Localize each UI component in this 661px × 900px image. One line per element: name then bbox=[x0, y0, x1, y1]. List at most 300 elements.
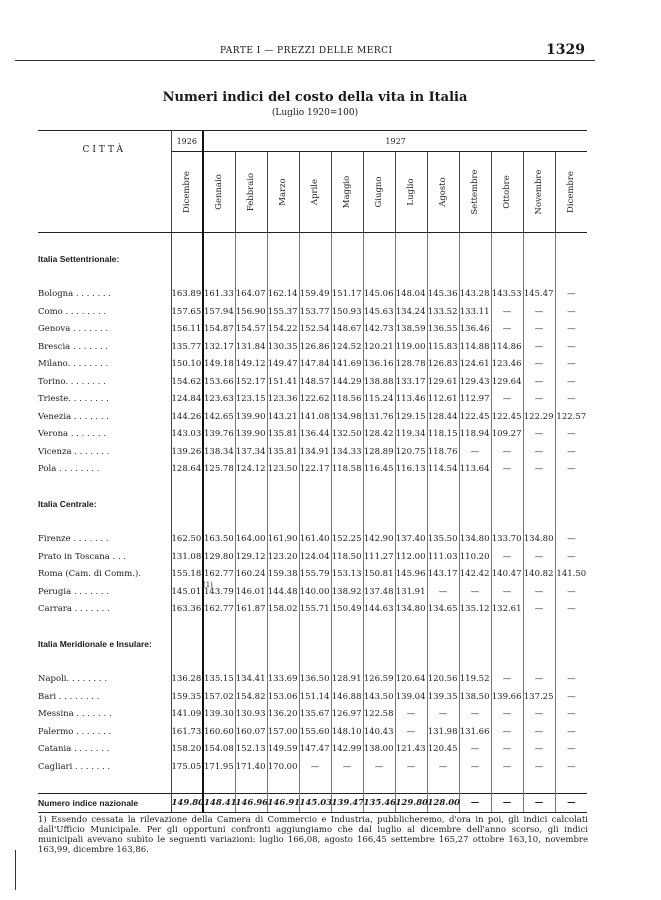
table-cell: 150.10 bbox=[171, 356, 203, 374]
table-cell: — bbox=[567, 446, 576, 457]
table-cell: 159.35 bbox=[171, 688, 203, 706]
table-cell: 140.00 bbox=[299, 583, 331, 601]
table-cell: 146.01 bbox=[235, 583, 267, 601]
table-cell: — bbox=[567, 376, 576, 387]
table-cell: 155.71 bbox=[299, 601, 331, 619]
table-cell: — bbox=[459, 794, 491, 813]
table-cell: 137.25 bbox=[523, 688, 555, 706]
table-cell: 123.50 bbox=[267, 461, 299, 479]
table-cell: 144.63 bbox=[363, 601, 395, 619]
table-cell: 164.07 bbox=[235, 286, 267, 304]
national-index-label: Numero indice nazionale bbox=[38, 794, 171, 813]
table-cell: 135.81 bbox=[267, 443, 299, 461]
table-cell: 154.08 bbox=[203, 741, 235, 759]
table-cell: — bbox=[491, 758, 523, 776]
table-cell: — bbox=[567, 674, 576, 685]
table-cell: 149.47 bbox=[267, 356, 299, 374]
table-cell: 123.36 bbox=[267, 391, 299, 409]
table-cell: — bbox=[491, 794, 523, 813]
table-cell: 131.76 bbox=[363, 408, 395, 426]
table-cell: 135.12 bbox=[459, 601, 491, 619]
table-cell: 143.79 bbox=[203, 583, 235, 601]
city-name: Cagliari . . . . . . . bbox=[38, 758, 171, 776]
table-cell: 156.11 bbox=[171, 321, 203, 339]
table-cell: 134.33 bbox=[331, 443, 363, 461]
table-row bbox=[38, 706, 587, 724]
table-cell: 133.70 bbox=[491, 531, 523, 549]
table-cell: 146.91 bbox=[267, 794, 299, 813]
table-cell: — bbox=[567, 341, 576, 352]
table-cell: — bbox=[331, 758, 363, 776]
table-cell: — bbox=[555, 794, 587, 813]
table-row bbox=[38, 601, 587, 619]
table-cell: 161.73 bbox=[171, 723, 203, 741]
table-cell: 122.57 bbox=[556, 411, 587, 422]
table-cell: 128.91 bbox=[331, 671, 363, 689]
table-row bbox=[38, 321, 587, 339]
table-row bbox=[38, 758, 587, 776]
table-cell: 144.26 bbox=[171, 408, 203, 426]
table-cell: 109.27 bbox=[491, 426, 523, 444]
table-cell: 131.98 bbox=[427, 723, 459, 741]
table-cell: 113.46 bbox=[395, 391, 427, 409]
table-cell: 132.50 bbox=[331, 426, 363, 444]
month-header: Febbraio bbox=[235, 152, 267, 233]
table-cell: — bbox=[523, 303, 555, 321]
table-cell: 161.40 bbox=[299, 531, 331, 549]
city-name: Genova . . . . . . . bbox=[38, 321, 171, 339]
month-header: Gennaio bbox=[203, 152, 235, 233]
table-cell: 120.56 bbox=[427, 671, 459, 689]
table-cell: 171.95 bbox=[203, 758, 235, 776]
table-cell: 143.17 bbox=[427, 566, 459, 584]
national-index-row bbox=[38, 794, 587, 813]
table-cell: — bbox=[459, 741, 491, 759]
table-cell: 163.36 bbox=[171, 601, 203, 619]
footnote-marker: (1) bbox=[203, 581, 213, 589]
table-cell: — bbox=[567, 464, 576, 475]
table-cell: 122.62 bbox=[299, 391, 331, 409]
table-cell: 143.21 bbox=[267, 408, 299, 426]
table-cell: 145.36 bbox=[427, 286, 459, 304]
table-cell: 135.81 bbox=[267, 426, 299, 444]
table-cell: 112.61 bbox=[427, 391, 459, 409]
table-cell: 115.24 bbox=[363, 391, 395, 409]
table-cell: 150.49 bbox=[331, 601, 363, 619]
month-header: Luglio bbox=[395, 152, 427, 233]
table-subtitle: (Luglio 1920=100) bbox=[271, 108, 359, 118]
table-cell: — bbox=[395, 758, 427, 776]
table-cell: 139.26 bbox=[171, 443, 203, 461]
table-cell: 157.02 bbox=[203, 688, 235, 706]
table-cell: 139.76 bbox=[203, 426, 235, 444]
table-cell: — bbox=[567, 744, 576, 755]
table-row bbox=[38, 723, 587, 741]
table-cell: 128.89 bbox=[363, 443, 395, 461]
table-cell: — bbox=[523, 723, 555, 741]
table-cell: — bbox=[395, 723, 427, 741]
table-cell: 136.20 bbox=[267, 706, 299, 724]
table-cell: 123.20 bbox=[267, 548, 299, 566]
table-cell: 138.50 bbox=[459, 688, 491, 706]
table-cell: 149.12 bbox=[235, 356, 267, 374]
table-cell: 129.80 bbox=[203, 548, 235, 566]
table-cell: 134.80 bbox=[395, 601, 427, 619]
table-cell: 148.04 bbox=[395, 286, 427, 304]
table-cell: 147.47 bbox=[299, 741, 331, 759]
table-cell: 131.84 bbox=[235, 338, 267, 356]
table-cell: 136.46 bbox=[459, 321, 491, 339]
table-body bbox=[38, 233, 587, 813]
table-cell: 154.62 bbox=[171, 373, 203, 391]
table-row bbox=[38, 583, 587, 601]
table-cell: 113.64 bbox=[459, 461, 491, 479]
table-cell: 132.61 bbox=[491, 601, 523, 619]
month-header: Aprile bbox=[299, 152, 331, 233]
table-cell: — bbox=[459, 758, 491, 776]
table-cell: 149.80 bbox=[171, 794, 203, 813]
table-cell: 133.11 bbox=[459, 303, 491, 321]
table-cell: — bbox=[299, 758, 331, 776]
table-cell: 122.17 bbox=[299, 461, 331, 479]
table-cell: 129.64 bbox=[491, 373, 523, 391]
table-cell: — bbox=[523, 548, 555, 566]
table-cell: 157.94 bbox=[203, 303, 235, 321]
table-cell: 153.06 bbox=[267, 688, 299, 706]
month-header: Settembre bbox=[459, 152, 491, 233]
month-header: Giugno bbox=[363, 152, 395, 233]
table-cell: 135.77 bbox=[171, 338, 203, 356]
table-cell: 123.15 bbox=[235, 391, 267, 409]
city-name: Bari . . . . . . . . bbox=[38, 688, 171, 706]
table-cell: 114.88 bbox=[459, 338, 491, 356]
table-cell: 154.22 bbox=[267, 321, 299, 339]
table-cell: 138.92 bbox=[331, 583, 363, 601]
table-cell: — bbox=[491, 583, 523, 601]
table-cell: 112.00 bbox=[395, 548, 427, 566]
table-row bbox=[38, 531, 587, 549]
table-cell: 111.03 bbox=[427, 548, 459, 566]
table-cell: — bbox=[567, 289, 576, 300]
table-cell: 171.40 bbox=[235, 758, 267, 776]
table-cell: 118.76 bbox=[427, 443, 459, 461]
table-cell: 148.57 bbox=[299, 373, 331, 391]
table-cell: — bbox=[523, 706, 555, 724]
table-cell: 154.57 bbox=[235, 321, 267, 339]
table-cell: 161.33 bbox=[203, 286, 235, 304]
table-cell: 152.25 bbox=[331, 531, 363, 549]
city-name: Verona . . . . . . . bbox=[38, 426, 171, 444]
table-cell: 158.02 bbox=[267, 601, 299, 619]
table-row bbox=[38, 356, 587, 374]
table-cell: 128.78 bbox=[395, 356, 427, 374]
table-cell: 160.07 bbox=[235, 723, 267, 741]
city-name: Trieste. . . . . . . . bbox=[38, 391, 171, 409]
city-name: Como . . . . . . . . bbox=[38, 303, 171, 321]
city-name: Catania . . . . . . . bbox=[38, 741, 171, 759]
table-cell: 139.90 bbox=[235, 408, 267, 426]
table-cell: 122.45 bbox=[491, 408, 523, 426]
table-cell: 148.10 bbox=[331, 723, 363, 741]
table-cell: 130.35 bbox=[267, 338, 299, 356]
table-cell: 162.50 bbox=[171, 531, 203, 549]
table-cell: 151.41 bbox=[267, 373, 299, 391]
table-cell: 139.35 bbox=[427, 688, 459, 706]
city-name: Vicenza . . . . . . . bbox=[38, 443, 171, 461]
table-cell: 153.66 bbox=[203, 373, 235, 391]
table-cell: 151.14 bbox=[299, 688, 331, 706]
table-cell: 144.48 bbox=[267, 583, 299, 601]
table-cell: 142.42 bbox=[459, 566, 491, 584]
table-cell: 143.28 bbox=[459, 286, 491, 304]
table-cell: 143.03 bbox=[171, 426, 203, 444]
table-row bbox=[38, 338, 587, 356]
table-cell: 146.96 bbox=[235, 794, 267, 813]
table-cell: 130.93 bbox=[235, 706, 267, 724]
table-cell: 143.50 bbox=[363, 688, 395, 706]
table-cell: — bbox=[363, 758, 395, 776]
table-cell: — bbox=[567, 359, 576, 370]
table-row bbox=[38, 391, 587, 409]
table-cell: 115.83 bbox=[427, 338, 459, 356]
table-cell: 154.82 bbox=[235, 688, 267, 706]
table-cell: 123.63 bbox=[203, 391, 235, 409]
table-cell: 161.87 bbox=[235, 601, 267, 619]
table-cell: — bbox=[523, 356, 555, 374]
table-cell: 160.60 bbox=[203, 723, 235, 741]
city-name: Torino. . . . . . . . bbox=[38, 373, 171, 391]
table-cell: 152.13 bbox=[235, 741, 267, 759]
table-cell: 140.47 bbox=[491, 566, 523, 584]
table-cell: — bbox=[459, 583, 491, 601]
city-name: Milano. . . . . . . . bbox=[38, 356, 171, 374]
table-cell: 112.97 bbox=[459, 391, 491, 409]
table-cell: 120.45 bbox=[427, 741, 459, 759]
table-cell: — bbox=[427, 706, 459, 724]
table-cell: 157.65 bbox=[171, 303, 203, 321]
table-cell: — bbox=[427, 583, 459, 601]
table-cell: 118.50 bbox=[331, 548, 363, 566]
table-cell: 134.80 bbox=[523, 531, 555, 549]
table-cell: 129.61 bbox=[427, 373, 459, 391]
table-cell: 162.77 bbox=[203, 566, 235, 584]
table-cell: 141.09 bbox=[171, 706, 203, 724]
table-cell: 110.20 bbox=[459, 548, 491, 566]
table-cell: — bbox=[567, 691, 576, 702]
table-cell: 145.01 bbox=[171, 583, 203, 601]
table-cell: — bbox=[427, 758, 459, 776]
table-row bbox=[38, 373, 587, 391]
table-cell: 131.91 bbox=[395, 583, 427, 601]
city-name: Bologna . . . . . . . bbox=[38, 286, 171, 304]
table-cell: 141.69 bbox=[331, 356, 363, 374]
table-cell: — bbox=[491, 391, 523, 409]
table-row bbox=[38, 408, 587, 426]
table-cell: 114.54 bbox=[427, 461, 459, 479]
table-cell: — bbox=[567, 534, 576, 545]
table-row bbox=[38, 461, 587, 479]
table-cell: 175.05 bbox=[171, 758, 203, 776]
table-cell: 141.08 bbox=[299, 408, 331, 426]
table-cell: 116.45 bbox=[363, 461, 395, 479]
footnote: 1) Essendo cessata la rilevazione della Camera di Commercio e Industria, pubblicheremo, d'ora in poi, gli indici calcolati dall'Ufficio Municipale. Per gli opportuni confronti aggiungiamo che dal luglio al dicembre dell'anno scorso, gli indici municipali avevano subìto le seguenti variazioni: luglio 166,08, agosto 166,45 settembre 165,27 ottobre 163,10, novembre 163,99, dicembre 163,86. bbox=[38, 815, 588, 855]
table-cell: — bbox=[459, 443, 491, 461]
table-cell: 156.90 bbox=[235, 303, 267, 321]
table-row bbox=[38, 426, 587, 444]
table-cell: 155.60 bbox=[299, 723, 331, 741]
table-row bbox=[38, 548, 587, 566]
table-cell: 161.90 bbox=[267, 531, 299, 549]
table-cell: 124.12 bbox=[235, 461, 267, 479]
table-cell: — bbox=[523, 758, 555, 776]
table-cell: 144.29 bbox=[331, 373, 363, 391]
table-cell: — bbox=[567, 306, 576, 317]
table-cell: 134.65 bbox=[427, 601, 459, 619]
table-cell: 150.81 bbox=[363, 566, 395, 584]
table-cell: 126.83 bbox=[427, 356, 459, 374]
table-cell: 123.46 bbox=[491, 356, 523, 374]
table-row bbox=[38, 566, 587, 584]
running-head: PARTE I — PREZZI DELLE MERCI bbox=[220, 46, 393, 56]
city-name: Roma (Cam. di Comm.). bbox=[38, 566, 171, 584]
table-cell: 147.84 bbox=[299, 356, 331, 374]
table-cell: 128.64 bbox=[171, 461, 203, 479]
city-name: Palermo . . . . . . . bbox=[38, 723, 171, 741]
table-cell: 143.53 bbox=[491, 286, 523, 304]
table-cell: 128.44 bbox=[427, 408, 459, 426]
table-cell: 145.06 bbox=[363, 286, 395, 304]
year-1927-header: 1927 bbox=[203, 131, 587, 152]
table-cell: 140.82 bbox=[523, 566, 555, 584]
city-name: Venezia . . . . . . . bbox=[38, 408, 171, 426]
table-cell: 128.00 bbox=[427, 794, 459, 813]
table-cell: 148.41 bbox=[203, 794, 235, 813]
table-cell: 120.64 bbox=[395, 671, 427, 689]
table-cell: — bbox=[491, 321, 523, 339]
section-title: Italia Settentrionale: bbox=[38, 251, 171, 269]
city-column-header: CITTÀ bbox=[38, 131, 171, 233]
table-cell: — bbox=[491, 303, 523, 321]
table-cell: 149.18 bbox=[203, 356, 235, 374]
table-cell: 142.90 bbox=[363, 531, 395, 549]
table-cell: — bbox=[523, 671, 555, 689]
table-cell: — bbox=[491, 443, 523, 461]
table-cell: 151.17 bbox=[331, 286, 363, 304]
table-cell: 136.50 bbox=[299, 671, 331, 689]
table-cell: 129.43 bbox=[459, 373, 491, 391]
table-cell: 119.34 bbox=[395, 426, 427, 444]
table-cell: 125.78 bbox=[203, 461, 235, 479]
table-cell: 135.50 bbox=[427, 531, 459, 549]
table-cell: 136.28 bbox=[171, 671, 203, 689]
table-cell: 133.52 bbox=[427, 303, 459, 321]
header-rule bbox=[15, 60, 595, 61]
city-name: Messina . . . . . . . bbox=[38, 706, 171, 724]
section-title: Italia Meridionale e Insulare: bbox=[38, 636, 171, 654]
table-row bbox=[38, 671, 587, 689]
table-title: Numeri indici del costo della vita in Italia bbox=[162, 90, 468, 105]
table-cell: 159.38 bbox=[267, 566, 299, 584]
table-cell: 136.55 bbox=[427, 321, 459, 339]
month-header: Ottobre bbox=[491, 152, 523, 233]
margin-rule bbox=[15, 850, 16, 890]
month-header: Agosto bbox=[427, 152, 459, 233]
table-cell: 121.43 bbox=[395, 741, 427, 759]
month-header: Maggio bbox=[331, 152, 363, 233]
table-cell: 135.67 bbox=[299, 706, 331, 724]
table-cell: — bbox=[523, 601, 555, 619]
table-cell: 170.00 bbox=[267, 758, 299, 776]
table-cell: 138.59 bbox=[395, 321, 427, 339]
table-cell: 116.13 bbox=[395, 461, 427, 479]
city-name: Napoli. . . . . . . . bbox=[38, 671, 171, 689]
table-cell: 139.90 bbox=[235, 426, 267, 444]
table-cell: 152.54 bbox=[299, 321, 331, 339]
table-cell: 129.80 bbox=[395, 794, 427, 813]
table-cell: 126.97 bbox=[331, 706, 363, 724]
table-cell: 146.88 bbox=[331, 688, 363, 706]
table-cell: 149.59 bbox=[267, 741, 299, 759]
table-cell: — bbox=[523, 426, 555, 444]
table-cell: 122.45 bbox=[459, 408, 491, 426]
table-cell: — bbox=[491, 461, 523, 479]
table-cell: — bbox=[567, 761, 576, 772]
table-cell: — bbox=[491, 706, 523, 724]
city-name: Pola . . . . . . . . bbox=[38, 461, 171, 479]
table-cell: 134.24 bbox=[395, 303, 427, 321]
table-cell: 140.43 bbox=[363, 723, 395, 741]
month-header: Novembre bbox=[523, 152, 555, 233]
city-name: Prato in Toscana . . . bbox=[38, 548, 171, 566]
table-row bbox=[38, 741, 587, 759]
table-cell: 155.18 bbox=[171, 566, 203, 584]
table-cell: — bbox=[567, 586, 576, 597]
table-cell: — bbox=[491, 723, 523, 741]
table-cell: 136.44 bbox=[299, 426, 331, 444]
table-cell: 145.47 bbox=[523, 286, 555, 304]
table-cell: 134.80 bbox=[459, 531, 491, 549]
table-cell: 135.46 bbox=[363, 794, 395, 813]
table-cell: 134.41 bbox=[235, 671, 267, 689]
table-cell: 138.34 bbox=[203, 443, 235, 461]
table-cell: 145.63 bbox=[363, 303, 395, 321]
page-number: 1329 bbox=[546, 42, 585, 58]
table-cell: — bbox=[567, 429, 576, 440]
table-cell: 159.49 bbox=[299, 286, 331, 304]
table-cell: 142.73 bbox=[363, 321, 395, 339]
table-cell: 124.61 bbox=[459, 356, 491, 374]
table-cell: 157.00 bbox=[267, 723, 299, 741]
table-cell: 119.00 bbox=[395, 338, 427, 356]
table-cell: 139.47 bbox=[331, 794, 363, 813]
table-cell: 137.34 bbox=[235, 443, 267, 461]
table-cell: 163.89 bbox=[171, 286, 203, 304]
table-row bbox=[38, 303, 587, 321]
table-cell: — bbox=[567, 604, 576, 615]
table-cell: 139.66 bbox=[491, 688, 523, 706]
table-cell: 118.58 bbox=[331, 461, 363, 479]
table-cell: 145.96 bbox=[395, 566, 427, 584]
table-cell: 118.94 bbox=[459, 426, 491, 444]
table-cell: 122.58 bbox=[363, 706, 395, 724]
table-cell: — bbox=[523, 461, 555, 479]
table-cell: 138.00 bbox=[363, 741, 395, 759]
table-cell: 153.77 bbox=[299, 303, 331, 321]
table-cell: 118.15 bbox=[427, 426, 459, 444]
table-cell: 118.56 bbox=[331, 391, 363, 409]
table-cell: — bbox=[567, 324, 576, 335]
table-cell: — bbox=[523, 794, 555, 813]
